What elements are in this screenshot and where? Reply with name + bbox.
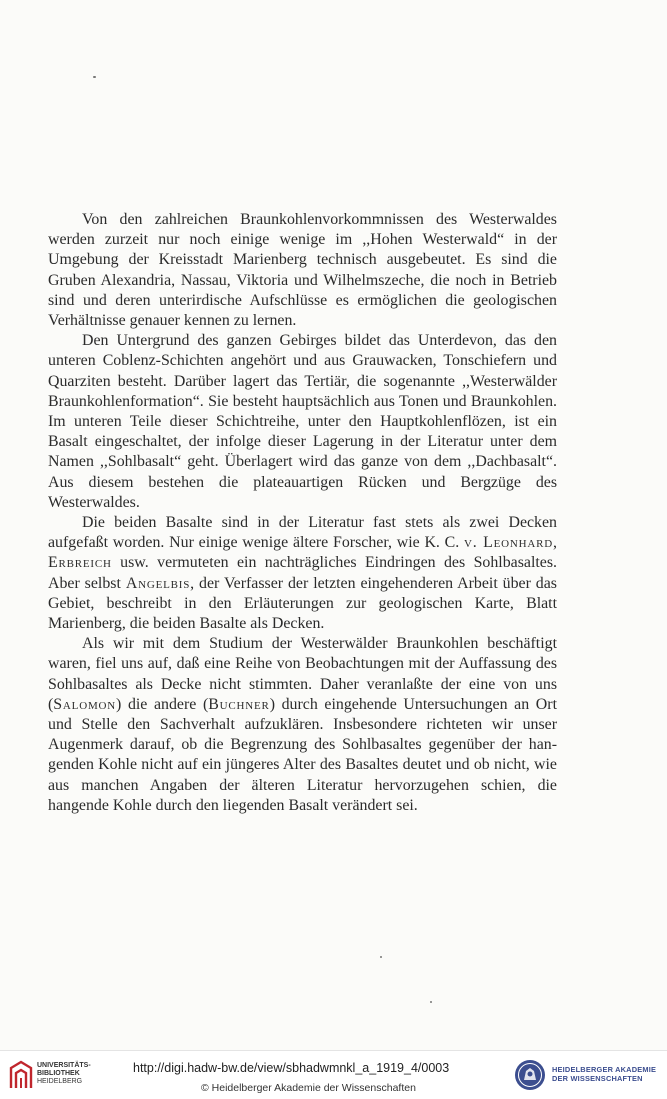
scan-speck (93, 76, 96, 78)
academy-name: HEIDELBERGER AKADEMIE DER WISSENSCHAFTEN (552, 1065, 657, 1083)
university-library-name: UNIVERSITÄTS- BIBLIOTHEK HEIDELBERG (37, 1062, 91, 1085)
author-name: Salomon (53, 695, 117, 713)
permalink-url[interactable]: http://digi.hadw-bw.de/view/sbhadwmnkl_a_1919_4/0003 (133, 1061, 450, 1075)
author-name: Erbreich (48, 554, 112, 572)
bleed-through-header (255, 66, 420, 74)
scan-speck (380, 956, 382, 958)
author-name: Angelbis (125, 574, 191, 592)
viewer-footer (0, 1050, 667, 1099)
paragraph-2: Den Untergrund des ganzen Gebirges bildet das Unterdevon, das den unteren Coblenz-Schichten angehört und aus Grauwacken, Tonschiefern und Quarziten besteht. Darüber lagert das Tertiär, die sogenannte ,,Westerwälder Braunkohlenformation“. Sie besteht hauptsächlich aus Tonen und Braunkohlen. Im unteren Teile dieser Schichtreihe, unter den Hauptkohlenflözen, ist ein Basalt eingeschaltet, der infolge dieser Lagerung in der Literatur unter dem Namen ,,Sohlbasalt“ geht. Überlagert wird das ganze von dem ,,Dachbasalt“. Aus diesem bestehen die plateauartigen Rücken und Bergzüge des Westerwaldes. (48, 332, 557, 511)
author-name: Buchner (208, 695, 270, 713)
paragraph-4: Als wir mit dem Studium der Westerwälder Braunkohlen beschäftigt waren, fiel uns auf, daß eine Reihe von Beobachtungen mit der Auffassung des Sohlbasaltes als Decke nicht stimmten. Daher veranlaßte der eine von uns (Salomon) die andere (Buchner) durch eingehende Untersuchungen an Ort und Stelle den Sachverhalt aufzuklären. Insbesondere richteten wir unser Augenmerk darauf, ob die Begrenzung des Sohlbasaltes gegenüber der hangenden Kohle nicht auf ein jüngeres Alter des Basaltes deutet und ob nicht, wie aus manchen Angaben der älteren Literatur hervorzugehen schien, die hangende Kohle durch den liegenden Basalt verändert sei. (48, 635, 557, 814)
copyright-notice: © Heidelberger Akademie der Wissenschaften (201, 1082, 416, 1094)
university-library-heidelberg-logo-icon[interactable] (8, 1060, 34, 1090)
body-text (48, 210, 557, 816)
scan-speck (430, 1001, 432, 1003)
heidelberg-academy-seal-icon[interactable] (514, 1059, 546, 1091)
author-name: v. Leonhard (464, 534, 554, 552)
paragraph-3: Die beiden Basalte sind in der Literatur fast stets als zwei Decken aufgefaßt worden. Nur einige wenige ältere Forscher, wie K. C. v. Leonhard, Erbreich usw. vermuteten ein nachträgliches Eindringen des Sohlbasaltes. Aber selbst Angelbis, der Verfasser der letzten eingehenderen Arbeit über das Gebiet, beschreibt in den Erläuterungen zur geologischen Karte, Blatt Marienberg, die beiden Basalte als Decken. (48, 514, 557, 633)
paragraph-1: Von den zahlreichen Braunkohlenvorkommnissen des Westerwaldes werden zurzeit nur noch einige wenige im ,,Hohen Westerwald“ in der Umgebung der Kreisstadt Marienberg technisch ausgebeutet. Es sind die Gruben Alexandria, Nassau, Viktoria und Wilhelmszeche, die noch in Betrieb sind und deren unterirdische Aufschlüsse es ermöglichen die geologischen Verhältnisse genauer kennen zu lernen. (48, 211, 557, 330)
